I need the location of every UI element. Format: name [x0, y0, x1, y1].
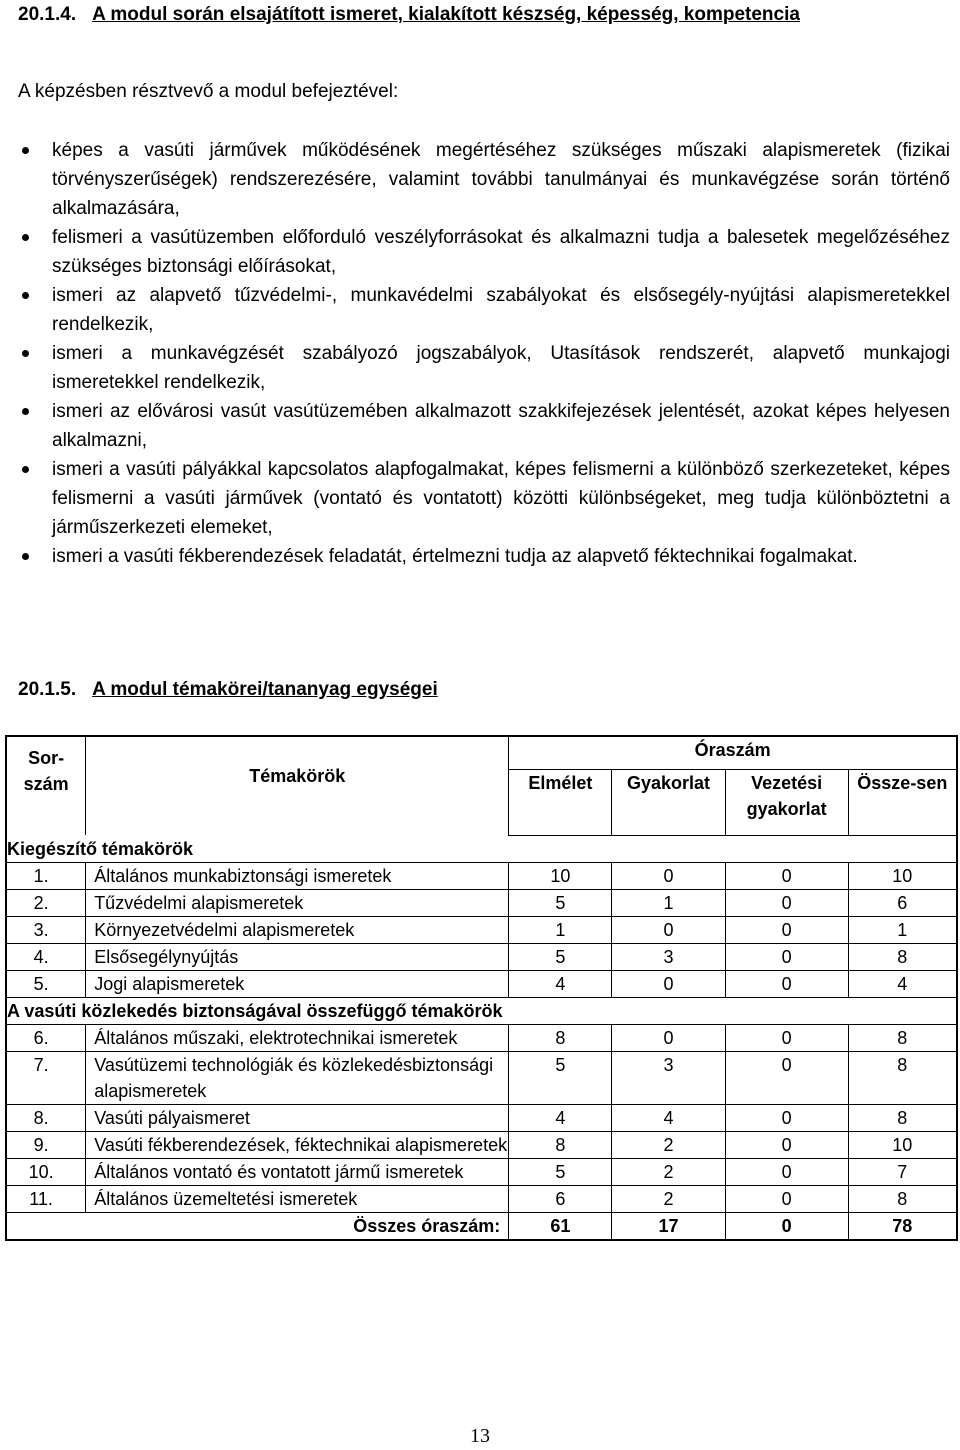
row-gyakorlat: 2: [612, 1131, 725, 1158]
row-osszesen: 10: [848, 1131, 957, 1158]
row-topic: Általános munkabiztonsági ismeretek: [86, 862, 509, 889]
row-topic: Környezetvédelmi alapismeretek: [86, 916, 509, 943]
section-heading-competencies: [18, 1, 918, 29]
group-heading-row: [6, 835, 957, 862]
row-number: 5.: [6, 970, 86, 997]
row-vezetesi: 0: [725, 916, 848, 943]
header-elmelet: Elmélet: [509, 769, 612, 835]
table-row: [6, 889, 957, 916]
row-gyakorlat: 0: [612, 970, 725, 997]
row-osszesen: 8: [848, 1024, 957, 1051]
row-number: 9.: [6, 1131, 86, 1158]
row-osszesen: 8: [848, 1104, 957, 1131]
row-osszesen: 6: [848, 889, 957, 916]
row-elmelet: 10: [509, 862, 612, 889]
total-osszesen: 78: [848, 1212, 957, 1240]
row-osszesen: 10: [848, 862, 957, 889]
bullet-icon: [22, 350, 29, 357]
row-gyakorlat: 2: [612, 1158, 725, 1185]
row-elmelet: 8: [509, 1024, 612, 1051]
row-elmelet: 1: [509, 916, 612, 943]
header-oraszam: Óraszám: [509, 736, 957, 769]
group-heading: A vasúti közlekedés biztonságával összefüggő témakörök: [6, 997, 957, 1024]
row-topic: Vasúti fékberendezések, féktechnikai alapismeretek: [86, 1131, 509, 1158]
outcome-item: [18, 397, 950, 455]
header-osszesen: Össze-sen: [848, 769, 957, 835]
table-row: [6, 970, 957, 997]
total-elmelet: 61: [509, 1212, 612, 1240]
row-number: 11.: [6, 1185, 86, 1212]
row-number: 8.: [6, 1104, 86, 1131]
table-row: [6, 1104, 957, 1131]
row-osszesen: 4: [848, 970, 957, 997]
total-vezetesi: 0: [725, 1212, 848, 1240]
outcome-item: [18, 542, 950, 571]
intro-text: A képzésben résztvevő a modul befejeztével:: [18, 81, 399, 102]
row-vezetesi: 0: [725, 862, 848, 889]
group-heading: Kiegészítő témakörök: [6, 835, 957, 862]
outcome-item: [18, 281, 950, 339]
row-gyakorlat: 0: [612, 916, 725, 943]
row-topic: Általános műszaki, elektrotechnikai ismeretek: [86, 1024, 509, 1051]
bullet-icon: [22, 234, 29, 241]
row-gyakorlat: 0: [612, 862, 725, 889]
row-number: 3.: [6, 916, 86, 943]
row-osszesen: 8: [848, 1185, 957, 1212]
row-elmelet: 5: [509, 943, 612, 970]
row-osszesen: 7: [848, 1158, 957, 1185]
group-heading-row: [6, 997, 957, 1024]
row-number: 6.: [6, 1024, 86, 1051]
row-number: 7.: [6, 1051, 86, 1104]
header-temakorok: Témakörök: [86, 736, 509, 835]
outcome-item: [18, 455, 950, 542]
table-row: [6, 1051, 957, 1104]
section-number: 20.1.4.: [18, 4, 77, 25]
row-osszesen: 8: [848, 943, 957, 970]
row-vezetesi: 0: [725, 1051, 848, 1104]
row-topic: Elsősegélynyújtás: [86, 943, 509, 970]
section-title: A modul során elsajátított ismeret, kialakított készség, képesség, kompetencia: [92, 4, 800, 25]
row-topic: Általános üzemeltetési ismeretek: [86, 1185, 509, 1212]
row-topic: Vasútüzemi technológiák és közlekedésbiztonsági alapismeretek: [86, 1051, 509, 1104]
row-topic: Általános vontató és vontatott jármű ismeretek: [86, 1158, 509, 1185]
section-number: 20.1.5.: [18, 679, 77, 700]
row-number: 1.: [6, 862, 86, 889]
row-gyakorlat: 4: [612, 1104, 725, 1131]
row-vezetesi: 0: [725, 1024, 848, 1051]
row-gyakorlat: 3: [612, 1051, 725, 1104]
bullet-icon: [22, 466, 29, 473]
outcome-text: képes a vasúti járművek működésének megértéséhez szükséges műszaki alapismeretek (fizikai törvényszerűségek) rendszerezésére, valamint további tanulmányai és munkavégzése során történő alkalmazására,: [52, 140, 950, 219]
total-gyakorlat: 17: [612, 1212, 725, 1240]
row-topic: Jogi alapismeretek: [86, 970, 509, 997]
section-heading-topics: [18, 676, 438, 704]
table-row: [6, 943, 957, 970]
bullet-icon: [22, 147, 29, 154]
page-number: 13: [470, 1425, 490, 1447]
bullet-icon: [22, 408, 29, 415]
outcome-item: [18, 339, 950, 397]
table-row: [6, 862, 957, 889]
row-gyakorlat: 3: [612, 943, 725, 970]
row-osszesen: 1: [848, 916, 957, 943]
outcome-text: felismeri a vasútüzemben előforduló veszélyforrásokat és alkalmazni tudja a balesetek megelőzéséhez szükséges biztonsági előírásokat,: [52, 227, 950, 277]
row-vezetesi: 0: [725, 1131, 848, 1158]
table-row: [6, 1185, 957, 1212]
row-elmelet: 5: [509, 1051, 612, 1104]
row-number: 10.: [6, 1158, 86, 1185]
row-elmelet: 6: [509, 1185, 612, 1212]
header-sorszam: Sor-szám: [6, 736, 86, 835]
row-osszesen: 8: [848, 1051, 957, 1104]
row-vezetesi: 0: [725, 970, 848, 997]
row-elmelet: 5: [509, 1158, 612, 1185]
table-row: [6, 916, 957, 943]
outcome-text: ismeri az elővárosi vasút vasútüzemében alkalmazott szakkifejezések jelentését, azokat képes helyesen alkalmazni,: [52, 401, 950, 451]
outcome-list: [18, 136, 950, 571]
header-gyakorlat: Gyakorlat: [612, 769, 725, 835]
outcome-text: ismeri az alapvető tűzvédelmi-, munkavédelmi szabályokat és elsősegély-nyújtási alapismeretekkel rendelkezik,: [52, 285, 950, 335]
outcome-item: [18, 136, 950, 223]
row-number: 4.: [6, 943, 86, 970]
row-elmelet: 8: [509, 1131, 612, 1158]
bullet-icon: [22, 292, 29, 299]
topics-table: [5, 735, 958, 1241]
row-gyakorlat: 0: [612, 1024, 725, 1051]
row-elmelet: 4: [509, 970, 612, 997]
row-number: 2.: [6, 889, 86, 916]
row-topic: Tűzvédelmi alapismeretek: [86, 889, 509, 916]
row-elmelet: 4: [509, 1104, 612, 1131]
table-row: [6, 1024, 957, 1051]
outcome-text: ismeri a vasúti pályákkal kapcsolatos alapfogalmakat, képes felismerni a különböző szerkezeteket, képes felismerni a vasúti járművek (vontató és vontatott) közötti különbségeket, meg tudja különböztetni a járműszerkezeti elemeket,: [52, 459, 950, 538]
total-label: Összes óraszám:: [6, 1212, 509, 1240]
header-vezetesi: Vezetési gyakorlat: [725, 769, 848, 835]
row-vezetesi: 0: [725, 943, 848, 970]
outcome-text: ismeri a munkavégzését szabályozó jogszabályok, Utasítások rendszerét, alapvető munkajogi ismeretekkel rendelkezik,: [52, 343, 950, 393]
row-elmelet: 5: [509, 889, 612, 916]
row-gyakorlat: 1: [612, 889, 725, 916]
outcome-text: ismeri a vasúti fékberendezések feladatát, értelmezni tudja az alapvető féktechnikai fogalmakat.: [52, 546, 858, 567]
row-vezetesi: 0: [725, 1185, 848, 1212]
row-topic: Vasúti pályaismeret: [86, 1104, 509, 1131]
row-vezetesi: 0: [725, 1158, 848, 1185]
section-title: A modul témakörei/tananyag egységei: [92, 679, 438, 700]
row-gyakorlat: 2: [612, 1185, 725, 1212]
row-vezetesi: 0: [725, 1104, 848, 1131]
table-row: [6, 1158, 957, 1185]
row-vezetesi: 0: [725, 889, 848, 916]
bullet-icon: [22, 553, 29, 560]
table-row: [6, 1131, 957, 1158]
outcome-item: [18, 223, 950, 281]
total-row: [6, 1212, 957, 1240]
